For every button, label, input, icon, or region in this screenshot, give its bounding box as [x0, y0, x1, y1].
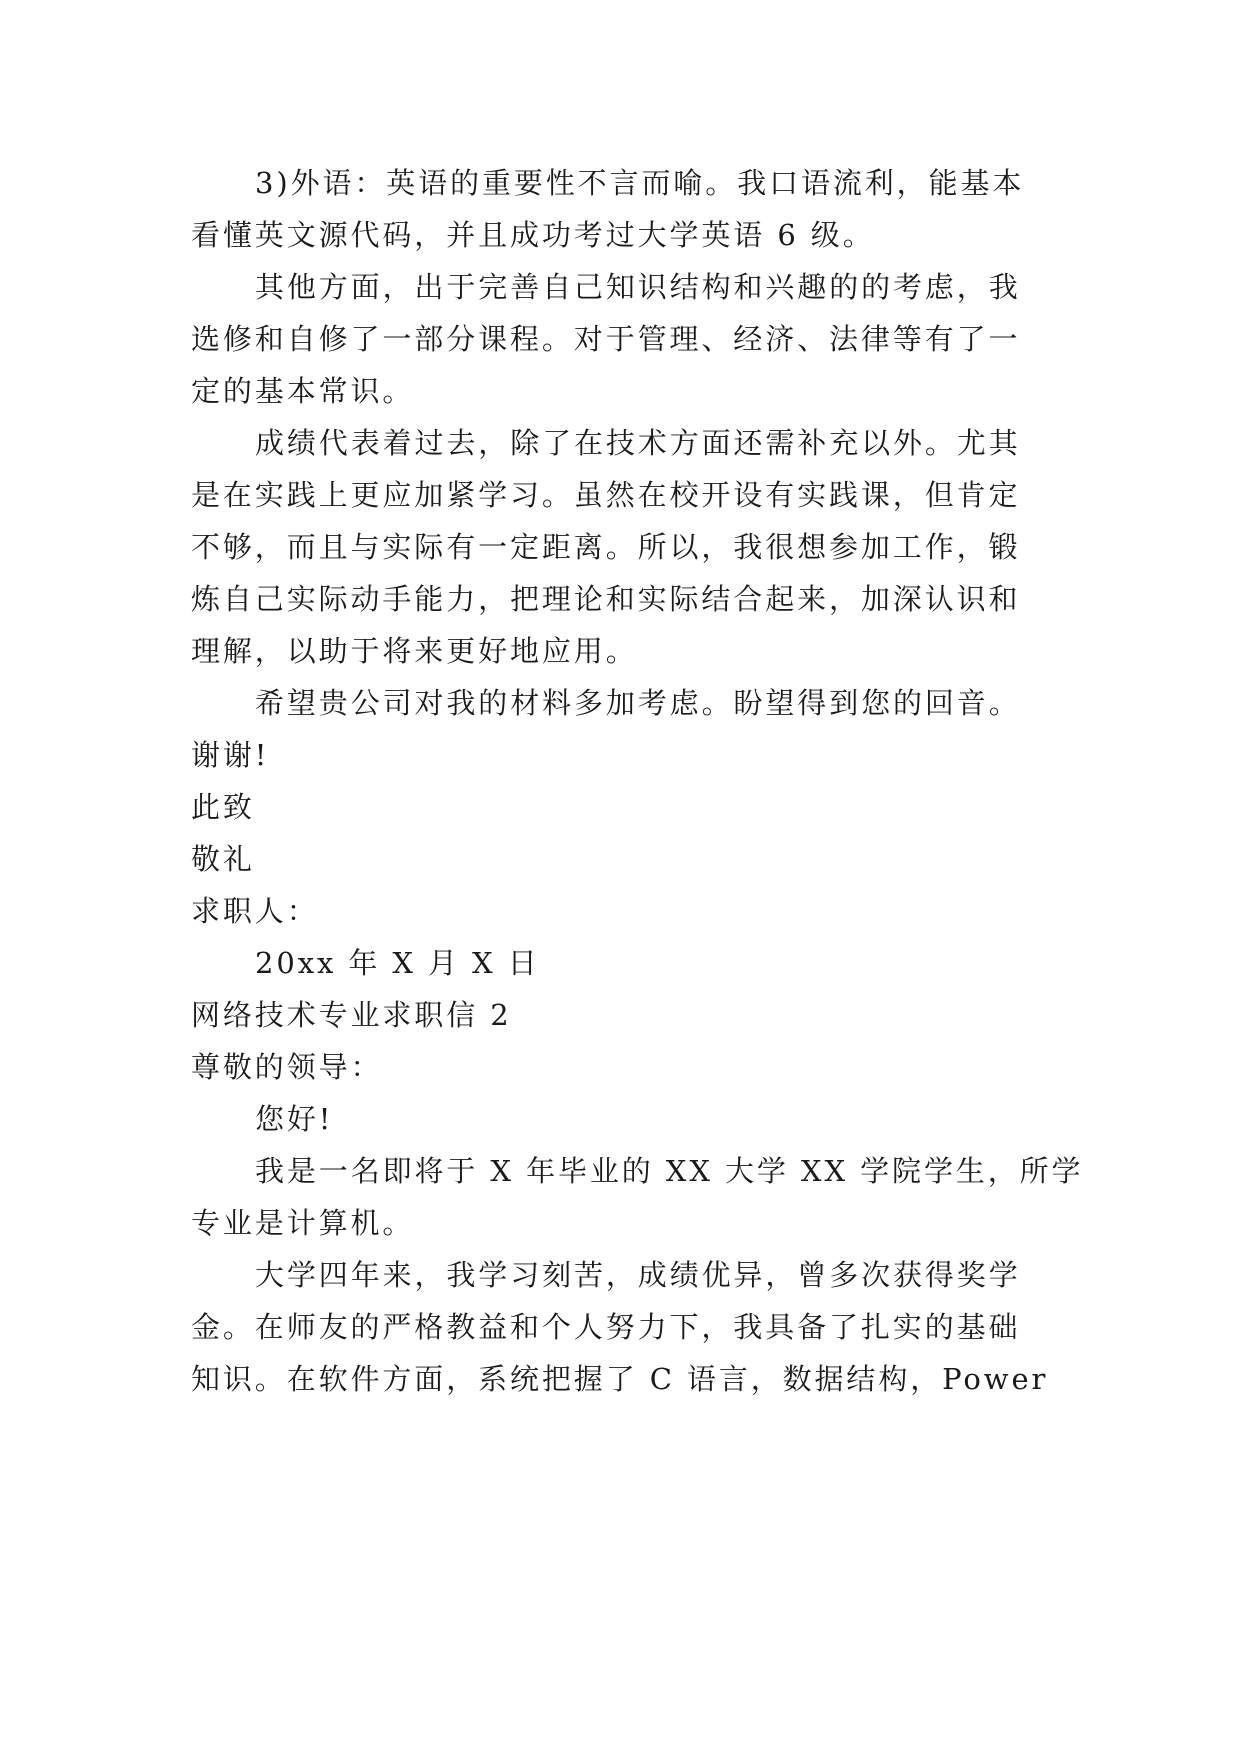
body-line: 成绩代表着过去，除了在技术方面还需补充以外。尤其 — [255, 426, 1021, 460]
body-line: 知识。在软件方面，系统把握了 C 语言，数据结构，Power — [191, 1362, 1049, 1396]
body-line: 炼自己实际动手能力，把理论和实际结合起来，加深认识和 — [191, 582, 1021, 616]
body-line: 我是一名即将于 X 年毕业的 XX 大学 XX 学院学生，所学 — [255, 1154, 1084, 1188]
section-title: 网络技术专业求职信 2 — [191, 998, 512, 1032]
body-line: 是在实践上更应加紧学习。虽然在校开设有实践课，但肯定 — [191, 478, 1021, 512]
greeting-line: 您好! — [255, 1102, 334, 1136]
body-line: 定的基本常识。 — [191, 374, 415, 408]
body-line: 谢谢! — [191, 738, 270, 772]
body-line: 选修和自修了一部分课程。对于管理、经济、法律等有了一 — [191, 322, 1021, 356]
body-line: 看懂英文源代码，并且成功考过大学英语 6 级。 — [191, 218, 875, 252]
body-line: 专业是计算机。 — [191, 1206, 415, 1240]
body-line: 3)外语：英语的重要性不言而喻。我口语流利，能基本 — [255, 166, 1025, 200]
salutation-line: 尊敬的领导： — [191, 1050, 383, 1084]
signature-line: 求职人： — [191, 894, 319, 928]
body-line: 其他方面，出于完善自己知识结构和兴趣的的考虑，我 — [255, 270, 1021, 304]
body-line: 希望贵公司对我的材料多加考虑。盼望得到您的回音。 — [255, 686, 1021, 720]
body-line: 理解，以助于将来更好地应用。 — [191, 634, 638, 668]
closing-line: 敬礼 — [191, 842, 255, 876]
body-line: 不够，而且与实际有一定距离。所以，我很想参加工作，锻 — [191, 530, 1021, 564]
date-line: 20xx 年 X 月 X 日 — [255, 946, 540, 980]
closing-line: 此致 — [191, 790, 255, 824]
body-line: 大学四年来，我学习刻苦，成绩优异，曾多次获得奖学 — [255, 1258, 1021, 1292]
body-line: 金。在师友的严格教益和个人努力下，我具备了扎实的基础 — [191, 1310, 1021, 1344]
